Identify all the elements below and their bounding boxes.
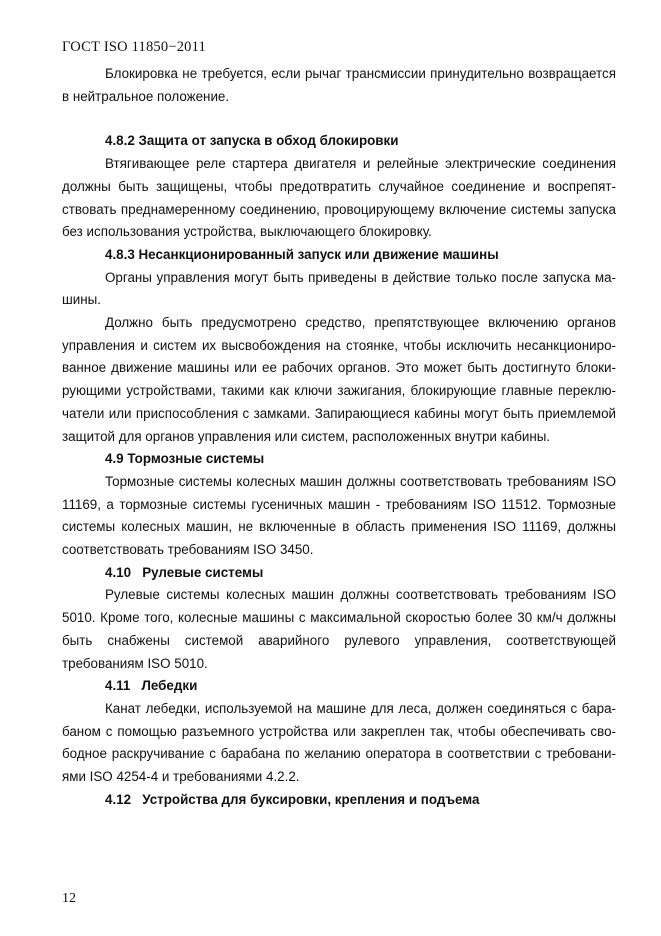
document-body [62, 63, 616, 812]
section-heading-4-12: 4.12 Устройства для буксировки, крепления и подъема [105, 791, 480, 807]
paragraph: Должно быть предусмотрено средство, препятствующее включению органов управления и систем их высвобождения на стоянке, чтобы исключить несанкционированное движение машины или ее рабочих органов. Это может быть достигнуто блокирующими устройствами, такими как ключи зажигания, блокирующие главные переключатели или приспособления с замками. Запирающиеся кабины могут быть приемлемой защитой для органов управления или систем, расположенных внутри кабины. [62, 315, 616, 444]
paragraph: Втягивающее реле стартера двигателя и релейные электрические соединения должны быть защищены, чтобы предотвратить случайное соединение и воспрепятствовать преднамеренному соединению, провоцирующему включение системы запуска без использования устройства, выключающего блокировку. [62, 156, 616, 240]
paragraph: Рулевые системы колесных машин должны соответствовать требованиям ISO 5010. Кроме того, колесные машины с максимальной скоростью более 30 км/ч должны быть снабжены системой аварийного рулевого управления, соответствующей требованиям ISO 5010. [62, 587, 616, 671]
section-heading-4-9: 4.9 Тормозные системы [105, 451, 265, 467]
paragraph: Блокировка не требуется, если рычаг трансмиссии принудительно возвращается в нейтральное положение. [62, 66, 616, 104]
page-number: 12 [62, 891, 76, 906]
document-header: ГОСТ ISO 11850−2011 [62, 39, 206, 55]
section-heading-4-10: 4.10 Рулевые системы [105, 564, 264, 580]
paragraph: Канат лебедки, используемой на машине для леса, должен соединяться с барабаном с помощью разъемного устройства или закреплен так, чтобы обеспечивать свободное раскручивание с барабана по желанию оператора в соответствии с требованиями ISO 4254-4 и требованиями 4.2.2. [62, 700, 616, 785]
section-heading-4-8-3: 4.8.3 Несанкционированный запуск или движение машины [105, 246, 499, 262]
paragraph: Органы управления могут быть приведены в действие только после запуска машины. [62, 269, 616, 308]
section-heading-4-11: 4.11 Лебедки [105, 678, 198, 694]
paragraph: Тормозные системы колесных машин должны соответствовать требованиям ISO 11169, а тормозные системы гусеничных машин - требованиям ISO 11512. Тормозные системы колесных машин, не включенные в область применения ISO 11169, должны соответствовать требованиям ISO 3450. [62, 473, 616, 558]
section-heading-4-8-2: 4.8.2 Защита от запуска в обход блокировки [105, 133, 399, 149]
